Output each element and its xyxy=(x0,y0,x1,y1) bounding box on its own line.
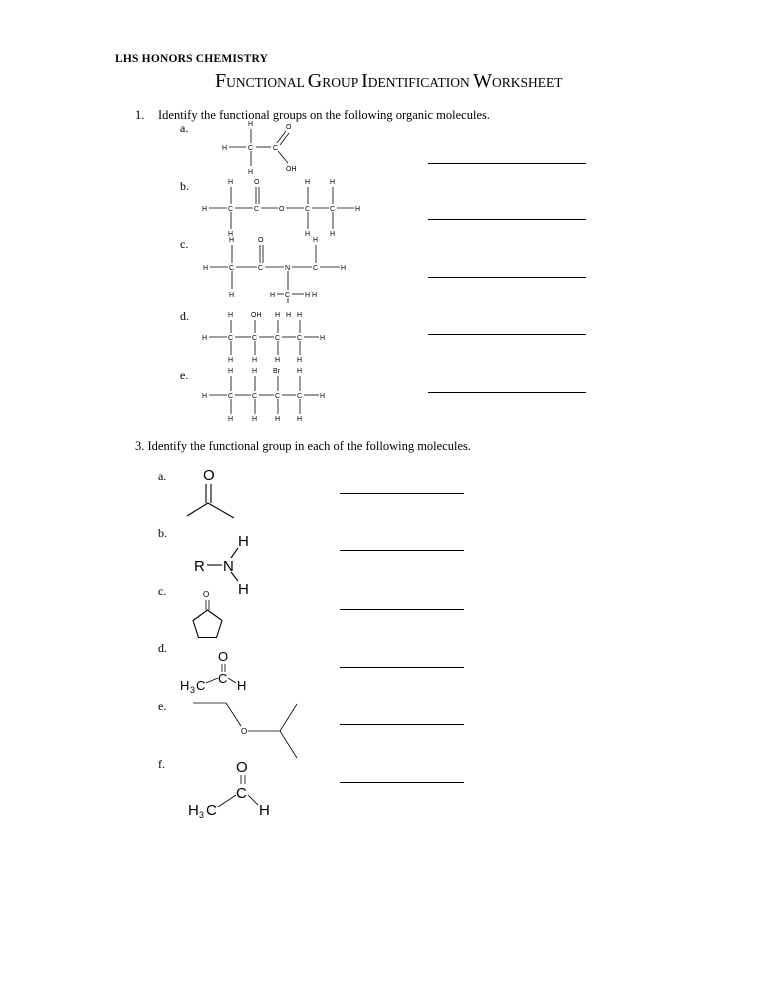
molecule-1a-structure xyxy=(222,121,297,176)
svg-text:H: H xyxy=(238,533,249,550)
q3-label-b: b. xyxy=(158,526,167,540)
molecule-3a-structure xyxy=(187,467,234,518)
svg-text:O: O xyxy=(236,759,248,776)
svg-text:C: C xyxy=(236,785,247,802)
svg-text:C: C xyxy=(330,206,336,213)
svg-text:C: C xyxy=(196,678,206,693)
svg-text:O: O xyxy=(254,179,260,186)
q3-label-e: e. xyxy=(158,699,167,713)
svg-text:O: O xyxy=(258,237,264,244)
svg-text:C: C xyxy=(297,393,303,400)
q3-label-a: a. xyxy=(158,469,167,483)
molecule-3d-structure xyxy=(180,649,246,695)
svg-text:OH: OH xyxy=(286,166,297,173)
svg-text:H: H xyxy=(188,802,199,819)
svg-text:O: O xyxy=(241,727,248,736)
svg-text:N: N xyxy=(223,558,234,575)
svg-text:C: C xyxy=(228,206,234,213)
svg-text:H: H xyxy=(330,231,336,238)
svg-text:H: H xyxy=(202,206,208,213)
molecule-3b-structure xyxy=(194,533,249,598)
molecule-1d-structure xyxy=(202,312,325,364)
q3-label-d: d. xyxy=(158,641,167,655)
svg-text:N: N xyxy=(285,265,291,272)
svg-text:H: H xyxy=(275,416,281,423)
svg-text:C: C xyxy=(228,393,234,400)
svg-text:H: H xyxy=(229,237,235,244)
svg-text:C: C xyxy=(218,671,228,686)
q1-label-c: c. xyxy=(180,237,189,251)
svg-text:3: 3 xyxy=(190,685,196,695)
svg-text:C: C xyxy=(252,393,258,400)
svg-text:H: H xyxy=(180,678,190,693)
svg-text:C: C xyxy=(297,335,303,342)
molecule-3c-structure xyxy=(193,590,222,638)
q1-label-a: a. xyxy=(180,121,189,135)
svg-text:H: H xyxy=(286,312,292,319)
svg-text:H: H xyxy=(259,802,270,819)
question-1-number: 1. xyxy=(135,108,145,122)
svg-text:H: H xyxy=(228,416,234,423)
svg-text:H: H xyxy=(252,368,258,375)
svg-text:H: H xyxy=(297,312,303,319)
svg-text:OH: OH xyxy=(251,312,262,319)
svg-text:H: H xyxy=(305,179,311,186)
course-header: LHS HONORS CHEMISTRY xyxy=(115,53,269,65)
q1-label-e: e. xyxy=(180,368,189,382)
svg-text:H: H xyxy=(320,393,326,400)
svg-text:H: H xyxy=(202,393,208,400)
molecule-1b-structure xyxy=(202,179,360,238)
svg-text:R: R xyxy=(194,558,205,575)
svg-text:C: C xyxy=(275,393,281,400)
svg-text:H: H xyxy=(252,357,258,364)
svg-text:H: H xyxy=(355,206,361,213)
svg-text:H: H xyxy=(297,368,303,375)
svg-text:H: H xyxy=(297,416,303,423)
svg-text:H: H xyxy=(275,312,281,319)
svg-text:H: H xyxy=(228,312,234,319)
svg-text:H: H xyxy=(341,265,347,272)
q1-label-b: b. xyxy=(180,179,189,193)
svg-text:H: H xyxy=(228,357,234,364)
svg-text:C: C xyxy=(285,292,291,299)
svg-text:3: 3 xyxy=(199,810,205,820)
title-word-3: IDENTIFICATION xyxy=(361,70,470,92)
svg-text:H: H xyxy=(228,231,234,238)
svg-text:C: C xyxy=(229,265,235,272)
svg-text:H: H xyxy=(270,292,276,299)
svg-text:H: H xyxy=(229,292,235,299)
svg-text:C: C xyxy=(228,335,234,342)
svg-text:H: H xyxy=(330,179,336,186)
svg-text:C: C xyxy=(206,802,217,819)
svg-text:H: H xyxy=(252,416,258,423)
svg-text:O: O xyxy=(218,649,229,664)
svg-text:H: H xyxy=(275,357,281,364)
svg-text:H: H xyxy=(237,678,247,693)
svg-text:C: C xyxy=(254,206,260,213)
question-3-text: 3. Identify the functional group in each of the following molecules. xyxy=(135,439,472,453)
svg-text:H: H xyxy=(203,265,209,272)
svg-text:H: H xyxy=(202,335,208,342)
svg-text:Br: Br xyxy=(273,368,280,375)
svg-text:C: C xyxy=(252,335,258,342)
svg-text:O: O xyxy=(286,124,292,131)
svg-text:C: C xyxy=(275,335,281,342)
svg-text:H: H xyxy=(297,357,303,364)
svg-text:H: H xyxy=(305,231,311,238)
molecule-3e-structure xyxy=(193,703,297,758)
title-word-2: GROUP xyxy=(307,70,358,92)
svg-text:H H: H H xyxy=(305,292,318,299)
svg-text:H: H xyxy=(228,368,234,375)
svg-text:C: C xyxy=(248,145,254,152)
question-1-text: Identify the functional groups on the following organic molecules. xyxy=(158,108,490,122)
svg-text:H: H xyxy=(222,145,228,152)
q3-label-c: c. xyxy=(158,584,167,598)
title-word-4: WORKSHEET xyxy=(473,70,563,92)
svg-text:C: C xyxy=(258,265,264,272)
svg-text:H: H xyxy=(320,335,326,342)
svg-text:H: H xyxy=(238,581,249,598)
svg-text:O: O xyxy=(203,590,210,599)
svg-text:H: H xyxy=(228,179,234,186)
svg-text:O: O xyxy=(203,467,215,484)
svg-text:H: H xyxy=(248,169,254,176)
molecule-1c-structure xyxy=(203,237,346,303)
molecule-1e-structure xyxy=(202,368,325,423)
svg-text:H: H xyxy=(313,237,319,244)
molecule-3f-structure xyxy=(188,759,270,820)
q1-label-d: d. xyxy=(180,309,189,323)
q3-label-f: f. xyxy=(158,757,165,771)
svg-text:H: H xyxy=(248,121,254,128)
svg-text:C: C xyxy=(305,206,311,213)
title-word-1: FUNCTIONAL xyxy=(215,70,305,92)
svg-text:C: C xyxy=(273,145,279,152)
svg-text:O: O xyxy=(279,206,285,213)
svg-text:C: C xyxy=(313,265,319,272)
